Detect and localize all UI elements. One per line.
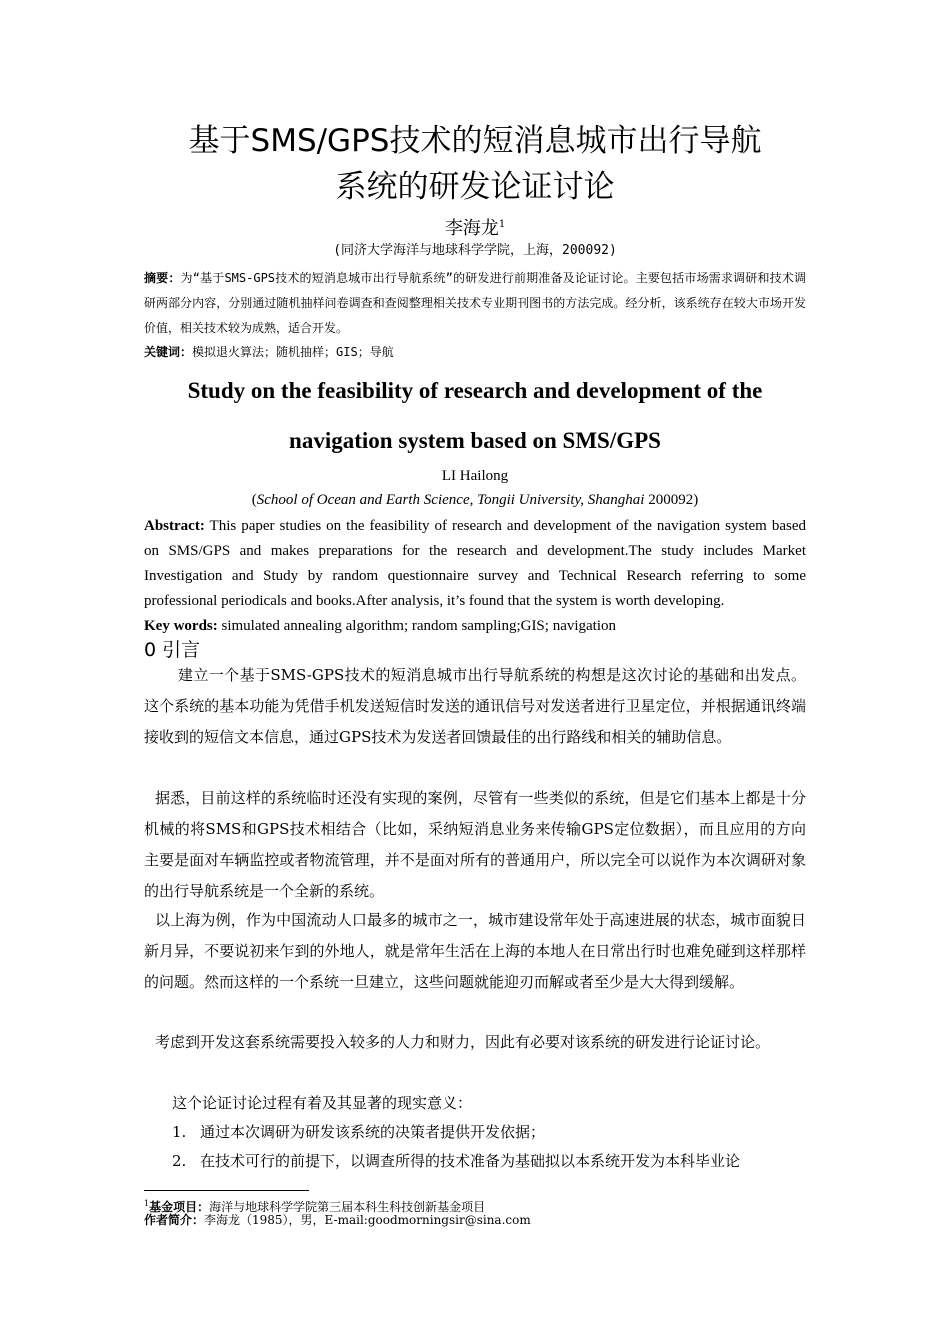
english-affiliation-rest: 200092) bbox=[644, 492, 699, 508]
section-heading-introduction: 0 引言 bbox=[144, 639, 201, 661]
body-paragraph-5: 这个论证讨论过程有着及其显著的现实意义： bbox=[172, 1094, 473, 1112]
body-paragraph-4: 考虑到开发这套系统需要投入较多的人力和财力，因此有必要对该系统的研发进行论证讨论。 bbox=[155, 1033, 771, 1051]
footnote-divider bbox=[144, 1190, 309, 1191]
footnote-funding-text: 海洋与地球科学学院第三届本科生科技创新基金项目 bbox=[209, 1200, 486, 1214]
english-affiliation-italic: School of Ocean and Earth Science, Tongii University, Shanghai bbox=[256, 492, 645, 508]
footnote-funding-label: 基金项目： bbox=[149, 1200, 210, 1214]
chinese-author bbox=[0, 212, 950, 242]
list-item-number: 1. bbox=[172, 1123, 187, 1141]
english-keywords bbox=[144, 614, 806, 639]
english-affiliation-open: ( bbox=[251, 492, 257, 508]
body-paragraph-1: 建立一个基于SMS-GPS技术的短消息城市出行导航系统的构想是这次讨论的基础和出发点。这个系统的基本功能为凭借手机发送短信时发送的通讯信号对发送者进行卫星定位，并根据通讯终端接收到的短信文本信息，通过GPS技术为发送者回馈最佳的出行路线和相关的辅助信息。 bbox=[144, 666, 806, 746]
footnote-author-bio bbox=[144, 1212, 531, 1229]
english-title-line-1: Study on the feasibility of research and development of the bbox=[187, 378, 763, 403]
english-keywords-label: Key words: bbox=[144, 618, 218, 634]
english-affiliation bbox=[0, 489, 950, 511]
list-item-text: 在技术可行的前提下，以调查所得的技术准备为基础拟以本系统开发为本科毕业论 bbox=[200, 1152, 741, 1170]
chinese-title bbox=[0, 118, 950, 210]
footnote-marker: 1 bbox=[144, 1199, 150, 1208]
author-footnote-marker: 1 bbox=[498, 219, 506, 230]
list-item bbox=[172, 1117, 806, 1148]
chinese-keywords-label: 关键词： bbox=[144, 345, 193, 359]
chinese-abstract-text: 为“基于SMS-GPS技术的短消息城市出行导航系统”的研发进行前期准备及论证讨论。主要包括市场需求调研和技术调研两部分内容，分别通过随机抽样问卷调查和查阅整理相关技术专业期刊图书的方法完成。经分析，该系统存在较大市场开发价值，相关技术较为成熟，适合开发。 bbox=[144, 271, 806, 335]
english-abstract-text: This paper studies on the feasibility of research and development of the navigation system based on SMS/GPS and makes preparations for the research and development.The study includes Market Investigation and Study by random questionnaire survey and Technical Research referring to some professional periodicals and books.After analysis, it’s found that the system is worth developing. bbox=[144, 518, 806, 609]
list-item-number: 2. bbox=[172, 1152, 187, 1170]
footnote-author-label: 作者简介： bbox=[144, 1213, 205, 1227]
chinese-title-line-2: 系统的研发论证讨论 bbox=[335, 169, 615, 205]
footnote-author-text: 李海龙（1985），男，E-mail:goodmorningsir@sina.com bbox=[204, 1213, 531, 1227]
body-paragraph-2: 据悉，目前这样的系统临时还没有实现的案例，尽管有一些类似的系统，但是它们基本上都是十分机械的将SMS和GPS技术相结合（比如，采纳短消息业务来传输GPS定位数据），而且应用的方向主要是面对车辆监控或者物流管理，并不是面对所有的普通用户，所以完全可以说作为本次调研对象的出行导航系统是一个全新的系统。 bbox=[144, 789, 806, 900]
english-title-line-2: navigation system based on SMS/GPS bbox=[289, 428, 661, 453]
list-item-text: 通过本次调研为研发该系统的决策者提供开发依据； bbox=[200, 1123, 546, 1141]
chinese-title-line-1: 基于SMS/GPS技术的短消息城市出行导航 bbox=[188, 123, 762, 159]
chinese-abstract-label: 摘要： bbox=[144, 271, 181, 285]
chinese-keywords-text: 模拟退火算法；随机抽样；GIS；导航 bbox=[192, 345, 394, 359]
chinese-keywords bbox=[144, 341, 806, 363]
chinese-author-name: 李海龙 bbox=[444, 218, 499, 239]
english-abstract bbox=[144, 514, 806, 614]
body-paragraph-3: 以上海为例，作为中国流动人口最多的城市之一，城市建设常年处于高速进展的状态，城市面貌日新月异，不要说初来乍到的外地人，就是常年生活在上海的本地人在日常出行时也难免碰到这样那样的问题。然而这样的一个系统一旦建立，这些问题就能迎刃而解或者至少是大大得到缓解。 bbox=[144, 911, 806, 991]
list-item bbox=[172, 1146, 806, 1177]
english-keywords-text: simulated annealing algorithm; random sampling;GIS; navigation bbox=[217, 618, 617, 634]
chinese-abstract bbox=[144, 266, 806, 341]
english-abstract-label: Abstract: bbox=[144, 518, 205, 534]
english-title bbox=[0, 366, 950, 466]
chinese-affiliation: (同济大学海洋与地球科学学院，上海，200092) bbox=[333, 243, 617, 258]
english-author: LI Hailong bbox=[441, 468, 509, 484]
